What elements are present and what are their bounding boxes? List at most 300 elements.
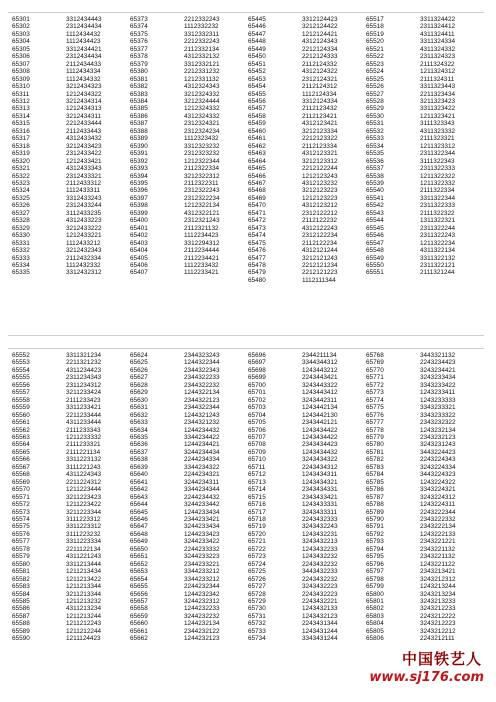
entry-number: 65789 bbox=[366, 508, 384, 516]
entry-number: 65571 bbox=[12, 493, 30, 501]
entry-code: 3212121243 bbox=[302, 254, 338, 262]
entry-code: 1244233423 bbox=[184, 530, 220, 538]
entry-code: 1211233332 bbox=[66, 433, 102, 441]
entry-number: 65530 bbox=[366, 112, 384, 120]
entry-number: 65315 bbox=[12, 120, 30, 128]
entry-code: 3243224334 bbox=[420, 463, 456, 471]
entry-number: 65652 bbox=[130, 560, 148, 568]
entry-code: 2311322333 bbox=[420, 165, 456, 173]
entry-number: 65466 bbox=[248, 172, 266, 180]
entry-number: 65390 bbox=[130, 142, 148, 150]
entry-number: 65554 bbox=[12, 366, 30, 374]
entry-number: 65524 bbox=[366, 68, 384, 76]
entry-number: 65732 bbox=[248, 620, 266, 628]
entry-number: 65319 bbox=[12, 150, 30, 158]
entry-number: 65463 bbox=[248, 150, 266, 158]
entry-code: 1211213422 bbox=[66, 575, 102, 583]
entry-number: 65525 bbox=[366, 75, 384, 83]
entry-number: 65790 bbox=[366, 515, 384, 523]
entry-number: 65712 bbox=[248, 471, 266, 479]
entry-code: 2111233423 bbox=[66, 396, 101, 404]
entry-number: 65588 bbox=[12, 620, 30, 628]
entry-code: 2344322344 bbox=[184, 404, 220, 412]
entry-code: 2311324412 bbox=[420, 23, 456, 31]
entry-number: 65405 bbox=[130, 254, 148, 262]
entry-number: 65774 bbox=[366, 396, 384, 404]
entry-code: 1244322134 bbox=[184, 389, 220, 397]
entry-code: 1243213244 bbox=[420, 583, 456, 591]
entry-code: 3443224323 bbox=[420, 471, 456, 479]
entry-code: 3212123334 bbox=[302, 127, 338, 135]
entry-code: 4311324332 bbox=[420, 45, 456, 53]
entry-number: 65697 bbox=[248, 359, 266, 367]
entry-number: 65563 bbox=[12, 433, 30, 441]
entry-number: 65544 bbox=[366, 217, 384, 225]
entry-number: 65639 bbox=[130, 463, 148, 471]
entry-number: 65305 bbox=[12, 45, 30, 53]
entry-number: 65467 bbox=[248, 179, 266, 187]
entry-code: 1244322344 bbox=[184, 359, 220, 367]
entry-code: 3312434443 bbox=[66, 16, 102, 23]
entry-code: 1243432133 bbox=[302, 605, 338, 613]
entry-code: 2343222332 bbox=[420, 515, 456, 523]
entry-code: 2243432232 bbox=[302, 560, 338, 568]
entry-number: 65710 bbox=[248, 456, 266, 464]
entry-number: 65545 bbox=[366, 224, 384, 232]
entry-number: 65562 bbox=[12, 426, 30, 434]
entry-code: 2312321243 bbox=[184, 217, 220, 225]
entry-number: 65317 bbox=[12, 135, 30, 143]
entry-number: 65585 bbox=[12, 597, 30, 605]
entry-code: 3244234434 bbox=[184, 448, 220, 456]
entry-code: 2344322123 bbox=[184, 396, 220, 404]
entry-number: 65632 bbox=[130, 411, 148, 419]
entry-number: 65715 bbox=[248, 493, 266, 501]
entry-number: 65650 bbox=[130, 545, 148, 553]
entry-code: 2111321244 bbox=[420, 269, 455, 277]
entry-code: 3311233421 bbox=[66, 404, 102, 412]
entry-number: 65391 bbox=[130, 150, 148, 158]
entry-code: 1211322234 bbox=[420, 239, 456, 247]
entry-code: 2312433244 bbox=[66, 202, 102, 210]
entry-code: 3244233422 bbox=[184, 538, 220, 546]
entry-number: 65523 bbox=[366, 60, 384, 68]
entry-number: 65556 bbox=[12, 381, 30, 389]
entry-number: 65469 bbox=[248, 194, 266, 202]
entry-code: 4312121244 bbox=[302, 247, 338, 255]
entry-number: 65548 bbox=[366, 247, 384, 255]
entry-number: 65520 bbox=[366, 38, 384, 46]
entry-code: 1112434334 bbox=[66, 68, 101, 76]
entry-code: 2344323243 bbox=[184, 352, 220, 359]
entry-code: 2112434433 bbox=[66, 60, 102, 68]
entry-code: 1212322134 bbox=[184, 202, 220, 210]
entry-number: 65640 bbox=[130, 471, 148, 479]
entry-number: 65560 bbox=[12, 411, 30, 419]
entry-code: 1112124334 bbox=[302, 90, 337, 98]
entry-code: 2344211134 bbox=[302, 352, 337, 359]
entry-code: 3243234421 bbox=[420, 366, 456, 374]
entry-code: 2111324322 bbox=[420, 60, 455, 68]
entry-code: 4312123421 bbox=[302, 120, 338, 128]
entry-code: 4312124322 bbox=[302, 68, 338, 76]
entry-code: 3243432213 bbox=[302, 538, 338, 546]
entry-number: 65624 bbox=[130, 352, 148, 359]
middle-rule bbox=[8, 335, 484, 336]
entry-number: 65661 bbox=[130, 627, 148, 635]
entry-code: 1211324312 bbox=[420, 68, 456, 76]
entry-code: 2311322121 bbox=[420, 261, 456, 269]
entry-code: 1244232233 bbox=[184, 605, 220, 613]
entry-number: 65522 bbox=[366, 53, 384, 61]
entry-number: 65706 bbox=[248, 426, 266, 434]
entry-number: 65773 bbox=[366, 389, 384, 397]
entry-code: 1212434322 bbox=[66, 90, 102, 98]
entry-number: 65448 bbox=[248, 38, 266, 46]
entry-number: 65376 bbox=[130, 38, 148, 46]
entry-number: 65452 bbox=[248, 68, 266, 76]
entry-code: 2212433444 bbox=[66, 120, 102, 128]
entry-code: 1243224322 bbox=[420, 478, 456, 486]
entry-number: 65559 bbox=[12, 404, 30, 412]
entry-code: 3344234422 bbox=[184, 433, 220, 441]
entry-code: 1243432123 bbox=[302, 612, 338, 620]
entry-code: 2112332134 bbox=[184, 45, 220, 53]
entry-code: 3212434323 bbox=[66, 83, 102, 91]
entry-code: 1211212244 bbox=[66, 627, 102, 635]
entry-code: 4312123321 bbox=[302, 150, 338, 158]
entry-number: 65382 bbox=[130, 83, 148, 91]
entry-code: 2243234423 bbox=[420, 359, 456, 367]
entry-code: 1244232342 bbox=[184, 590, 220, 598]
entry-number: 65716 bbox=[248, 501, 266, 509]
entry-code: 3244234311 bbox=[184, 478, 220, 486]
entry-number: 65792 bbox=[366, 530, 384, 538]
entry-number: 65696 bbox=[248, 352, 266, 359]
entry-number: 65572 bbox=[12, 501, 30, 509]
entry-number: 65566 bbox=[12, 456, 30, 464]
entry-code: 1244234432 bbox=[184, 426, 220, 434]
entry-code: 4311322134 bbox=[420, 247, 456, 255]
entry-number: 65552 bbox=[12, 352, 30, 359]
entry-number: 65310 bbox=[12, 83, 30, 91]
entry-number: 65570 bbox=[12, 486, 30, 494]
entry-code: 3344233212 bbox=[184, 575, 220, 583]
entry-number: 65314 bbox=[12, 112, 30, 120]
entry-number: 65651 bbox=[130, 553, 148, 561]
entry-number: 65553 bbox=[12, 359, 30, 367]
entry-number: 65805 bbox=[366, 627, 384, 635]
entry-code: 1112233432 bbox=[184, 261, 219, 269]
entry-number: 65584 bbox=[12, 590, 30, 598]
entry-code: 1212123243 bbox=[302, 172, 338, 180]
entry-code: 3311321234 bbox=[66, 352, 102, 359]
entry-number: 65796 bbox=[366, 560, 384, 568]
entry-code: 2112433443 bbox=[66, 127, 102, 135]
entry-number: 65406 bbox=[130, 261, 148, 269]
middle-rule-lower bbox=[8, 348, 484, 349]
entry-code: 3311223334 bbox=[66, 538, 102, 546]
entry-number: 65802 bbox=[366, 605, 384, 613]
entry-code: 1211213232 bbox=[66, 597, 102, 605]
entry-number: 65320 bbox=[12, 157, 30, 165]
entry-number: 65333 bbox=[12, 254, 30, 262]
entry-number: 65335 bbox=[12, 269, 30, 277]
entry-code: 1112432332 bbox=[66, 261, 101, 269]
entry-code: 1112433311 bbox=[66, 187, 101, 195]
entry-code: 1211322332 bbox=[420, 179, 456, 187]
entry-code: 2211323434 bbox=[420, 90, 456, 98]
entry-number: 65460 bbox=[248, 127, 266, 135]
entry-number: 65797 bbox=[366, 568, 384, 576]
entry-number: 65455 bbox=[248, 90, 266, 98]
entry-number: 65375 bbox=[130, 30, 148, 38]
entry-number: 65558 bbox=[12, 396, 30, 404]
entry-code: 3211223423 bbox=[66, 493, 102, 501]
entry-code: 1243434422 bbox=[302, 426, 338, 434]
entry-code: 2312434434 bbox=[66, 23, 102, 31]
entry-code: 3343233422 bbox=[420, 381, 456, 389]
entry-number: 65627 bbox=[130, 374, 148, 382]
entry-code: 3244232312 bbox=[184, 597, 220, 605]
entry-code: 3311324334 bbox=[420, 38, 456, 46]
entry-number: 65459 bbox=[248, 120, 266, 128]
entry-code: 2343221221 bbox=[420, 538, 456, 546]
entry-number: 65634 bbox=[130, 426, 148, 434]
entry-code: 2344322343 bbox=[184, 366, 220, 374]
entry-code: 2111323321 bbox=[420, 135, 455, 143]
entry-number: 65704 bbox=[248, 411, 266, 419]
entry-code: 1243432231 bbox=[302, 530, 338, 538]
entry-code: 3312432312 bbox=[66, 269, 102, 277]
entry-number: 65479 bbox=[248, 269, 266, 277]
entry-number: 65312 bbox=[12, 97, 30, 105]
entry-number: 65325 bbox=[12, 194, 30, 202]
entry-number: 65728 bbox=[248, 590, 266, 598]
entry-code: 2244234432 bbox=[184, 493, 220, 501]
entry-code: 3211323423 bbox=[420, 97, 456, 105]
entry-number: 65729 bbox=[248, 597, 266, 605]
entry-number: 65453 bbox=[248, 75, 266, 83]
entry-number: 65770 bbox=[366, 366, 384, 374]
entry-number: 65541 bbox=[366, 194, 384, 202]
entry-code: 3312124334 bbox=[302, 97, 338, 105]
entry-number: 65475 bbox=[248, 239, 266, 247]
entry-number: 65528 bbox=[366, 97, 384, 105]
entry-number: 65721 bbox=[248, 538, 266, 546]
entry-number: 65543 bbox=[366, 209, 384, 217]
entry-number: 65557 bbox=[12, 389, 30, 397]
entry-code bbox=[414, 277, 482, 284]
entry-code: 3311223132 bbox=[66, 456, 102, 464]
entry-number: 65581 bbox=[12, 568, 30, 576]
entry-number: 65389 bbox=[130, 135, 148, 143]
entry-number: 65795 bbox=[366, 553, 384, 561]
entry-number: 65776 bbox=[366, 411, 384, 419]
entry-number: 65575 bbox=[12, 523, 30, 531]
entry-code: 3243213234 bbox=[420, 590, 456, 598]
entry-code: 2312122212 bbox=[302, 209, 338, 217]
entry-number: 65327 bbox=[12, 209, 30, 217]
entry-code: 2312124321 bbox=[302, 75, 338, 83]
entry-code: 2343434331 bbox=[302, 486, 338, 494]
entry-code: 3311223312 bbox=[66, 523, 102, 531]
entry-code: 3212324444 bbox=[184, 97, 220, 105]
entry-number: 65480 bbox=[248, 276, 266, 284]
entry-code: 2112124332 bbox=[302, 60, 338, 68]
entry-number: 65589 bbox=[12, 627, 30, 635]
entry-number: 65780 bbox=[366, 441, 384, 449]
entry-number: 65302 bbox=[12, 23, 30, 31]
entry-code: 1243434432 bbox=[302, 448, 338, 456]
entry-code: 2212332243 bbox=[184, 38, 220, 46]
entry-code: 3243432243 bbox=[302, 523, 338, 531]
entry-code: 2243434312 bbox=[302, 463, 338, 471]
entry-code: 1243233333 bbox=[420, 396, 456, 404]
entry-number: 65629 bbox=[130, 389, 148, 397]
entry-number: 65626 bbox=[130, 366, 148, 374]
entry-number: 65698 bbox=[248, 366, 266, 374]
entry-number: 65404 bbox=[130, 247, 148, 255]
entry-number: 65392 bbox=[130, 157, 148, 165]
entry-code: 2243443421 bbox=[302, 374, 338, 382]
entry-code: 1212331132 bbox=[184, 75, 220, 83]
entry-number: 65547 bbox=[366, 239, 384, 247]
entry-number: 65521 bbox=[366, 45, 384, 53]
entry-code: 3111221243 bbox=[66, 463, 101, 471]
entry-code: 3212434314 bbox=[66, 97, 102, 105]
entry-code: 3344234322 bbox=[184, 463, 220, 471]
entry-number: 65645 bbox=[130, 508, 148, 516]
entry-code: 1112332232 bbox=[184, 23, 219, 31]
entry-code: 2312433422 bbox=[66, 150, 102, 158]
entry-number: 65537 bbox=[366, 165, 384, 173]
entry-code: 3212123223 bbox=[302, 187, 338, 195]
entry-number: 65719 bbox=[248, 523, 266, 531]
entry-code: 2243212111 bbox=[420, 635, 455, 643]
entry-code: 1243432233 bbox=[302, 545, 338, 553]
entry-code: 3243213233 bbox=[420, 597, 456, 605]
entry-number: 65527 bbox=[366, 90, 384, 98]
entry-code: 2343232322 bbox=[420, 419, 456, 427]
entry-code: 3212123312 bbox=[302, 157, 338, 165]
entry-code: 3311213444 bbox=[66, 560, 102, 568]
entry-code: 3343233321 bbox=[420, 404, 456, 412]
entry-code: 3312323232 bbox=[184, 142, 220, 150]
entry-code: 1212433421 bbox=[66, 157, 102, 165]
entry-code bbox=[178, 277, 246, 284]
entry-number: 65387 bbox=[130, 120, 148, 128]
entry-code: 1243232134 bbox=[420, 426, 456, 434]
entry-code: 3243443322 bbox=[302, 381, 338, 389]
entry-code: 3243432223 bbox=[302, 583, 338, 591]
entry-number: 65400 bbox=[130, 217, 148, 225]
entry-code: 2344232122 bbox=[184, 627, 220, 635]
entry-number: 65787 bbox=[366, 493, 384, 501]
entry-code: 1212123223 bbox=[302, 194, 338, 202]
entry-code: 2243432223 bbox=[302, 590, 338, 598]
entry-code: 4311224343 bbox=[66, 471, 102, 479]
entry-number: 65794 bbox=[366, 545, 384, 553]
entry-number: 65398 bbox=[130, 202, 148, 210]
entry-code: 1211322322 bbox=[420, 172, 456, 180]
entry-code: 1211223422 bbox=[66, 501, 102, 509]
entry-number: 65307 bbox=[12, 60, 30, 68]
entry-number: 65655 bbox=[130, 583, 148, 591]
entry-code: 2343232123 bbox=[420, 433, 456, 441]
watermark-url: www.sj176.com bbox=[369, 670, 484, 685]
entry-code: 1211124423 bbox=[66, 635, 101, 643]
entry-number: 65730 bbox=[248, 605, 266, 613]
entry-code: 3243433311 bbox=[302, 508, 338, 516]
entry-number: 65582 bbox=[12, 575, 30, 583]
entry-code: 2343213421 bbox=[420, 568, 456, 576]
entry-code: 2343433421 bbox=[302, 493, 338, 501]
entry-code: 2111322334 bbox=[420, 187, 455, 195]
entry-code: 2311324323 bbox=[420, 53, 456, 61]
entry-number: 65567 bbox=[12, 463, 30, 471]
entry-code: 1243434422 bbox=[302, 433, 338, 441]
entry-number: 65465 bbox=[248, 165, 266, 173]
entry-number: 65772 bbox=[366, 381, 384, 389]
entry-number: 65472 bbox=[248, 217, 266, 225]
entry-code: 3111223232 bbox=[66, 530, 101, 538]
entry-number: 65474 bbox=[248, 232, 266, 240]
entry-code: 2244233332 bbox=[184, 545, 220, 553]
entry-number: 65477 bbox=[248, 254, 266, 262]
entry-code: 2112322334 bbox=[184, 165, 220, 173]
entry-code: 3243231243 bbox=[420, 441, 456, 449]
entry-number: 65573 bbox=[12, 508, 30, 516]
entry-number: 65332 bbox=[12, 247, 30, 255]
entry-number: 65778 bbox=[366, 426, 384, 434]
entry-code: 3343224321 bbox=[420, 486, 456, 494]
entry-code: 1243442130 bbox=[302, 411, 338, 419]
entry-number: 65720 bbox=[248, 530, 266, 538]
entry-code: 3212433423 bbox=[66, 142, 102, 150]
entry-code: 1112111344 bbox=[302, 276, 336, 284]
entry-number: 65383 bbox=[130, 90, 148, 98]
watermark bbox=[369, 648, 488, 692]
entry-code: 4312123232 bbox=[302, 179, 338, 187]
entry-number: 65397 bbox=[130, 194, 148, 202]
entry-number: 65450 bbox=[248, 53, 266, 61]
entry-number: 65583 bbox=[12, 583, 30, 591]
entry-code: 1211323421 bbox=[420, 112, 456, 120]
entry-code: 3344233212 bbox=[184, 568, 220, 576]
entry-number: 65644 bbox=[130, 501, 148, 509]
entry-number: 65531 bbox=[366, 120, 384, 128]
entry-code: 2111221134 bbox=[66, 448, 101, 456]
entry-code: 3244233442 bbox=[184, 501, 220, 509]
entry-code: 2211122134 bbox=[66, 545, 101, 553]
entry-code: 2212123322 bbox=[302, 135, 338, 143]
entry-number: 65471 bbox=[248, 209, 266, 217]
entry-code: 3312433243 bbox=[66, 194, 102, 202]
entry-number: 65587 bbox=[12, 612, 30, 620]
entry-code: 1244232123 bbox=[184, 635, 220, 643]
entry-number: 65647 bbox=[130, 523, 148, 531]
entry-number: 65542 bbox=[366, 202, 384, 210]
entry-number: 65577 bbox=[12, 538, 30, 546]
entry-number: 65703 bbox=[248, 404, 266, 412]
entry-number: 65662 bbox=[130, 635, 148, 643]
entry-code: 3312294312 bbox=[184, 239, 220, 247]
entry-code: 4312332132 bbox=[184, 53, 220, 61]
entry-number: 65648 bbox=[130, 530, 148, 538]
entry-number: 65633 bbox=[130, 419, 148, 427]
entry-number: 65791 bbox=[366, 523, 384, 531]
